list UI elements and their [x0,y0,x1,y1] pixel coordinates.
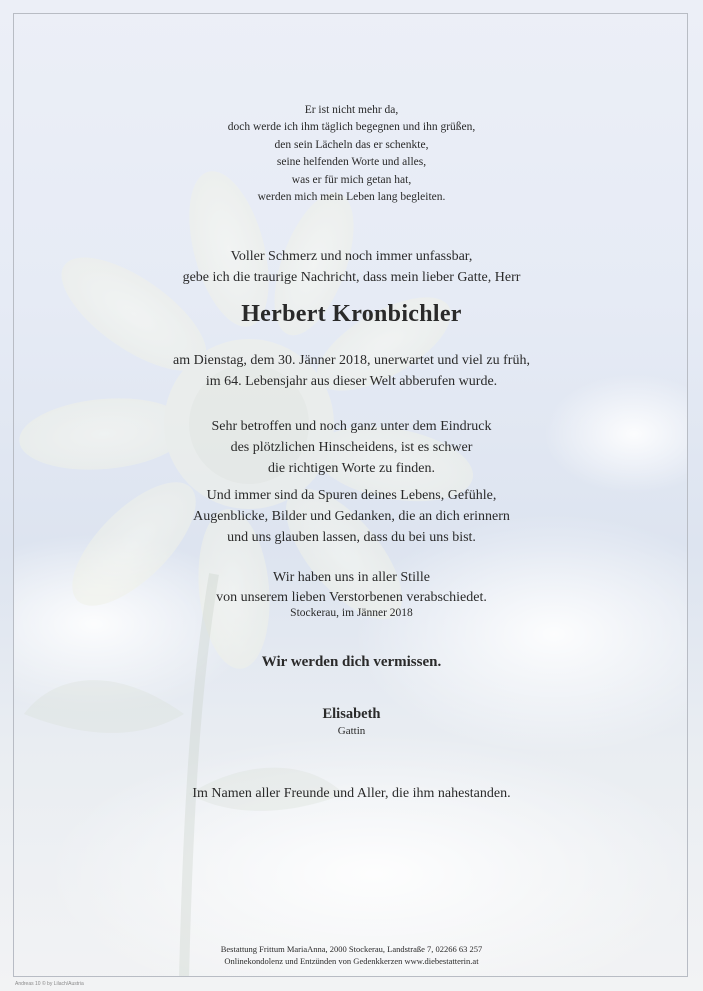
paragraph-line: Und immer sind da Spuren deines Lebens, Gefühle, [206,488,497,503]
deceased-name: Herbert Kronbichler [241,301,462,327]
imprint: Andreas 10 © by Lilach/Austria [15,981,84,987]
paragraph-line: die richtigen Worte zu finden. [268,461,435,476]
farewell-text [0,568,703,607]
signatory-role: Gattin [337,725,366,737]
poem-line: den sein Lächeln das er schenkte, [274,138,429,151]
signatory-name: Elisabeth [322,706,381,722]
paragraph-line: des plötzlichen Hinscheidens, ist es schwer [230,440,473,455]
poem-line: was er für mich getan hat, [291,173,412,186]
paragraph-line: und uns glauben lassen, dass du bei uns bist. [227,530,476,545]
intro-line: gebe ich die traurige Nachricht, dass mein lieber Gatte, Herr [182,270,521,285]
death-notice-line: am Dienstag, dem 30. Jänner 2018, unerwartet und viel zu früh, [173,353,530,368]
death-notice [0,350,703,392]
farewell-line: von unserem lieben Verstorbenen verabschiedet. [216,589,487,605]
poem-line: doch werde ich ihm täglich begegnen und ihn grüßen, [227,121,476,134]
poem-line: werden mich mein Leben lang begleiten. [257,191,446,204]
intro-line: Voller Schmerz und noch immer unfassbar, [230,249,473,264]
place-date: Stockerau, im Jänner 2018 [290,607,413,619]
farewell-line: Wir haben uns in aller Stille [273,570,430,585]
poem-line: seine helfenden Worte und alles, [276,156,427,169]
death-notice-line: im 64. Lebensjahr aus dieser Welt abberufen wurde. [205,374,498,389]
intro-text [0,246,703,288]
poem-line: Er ist nicht mehr da, [304,104,399,116]
poem [0,102,703,206]
undertaker-footer [0,943,703,967]
closing-line: Im Namen aller Freunde und Aller, die ihm nahestanden. [192,786,511,801]
paragraph-line: Augenblicke, Bilder und Gedanken, die an dich erinnern [193,509,510,524]
paragraph-memories [0,485,703,548]
footer-line: Onlinekondolenz und Entzünden von Gedenkkerzen www.diebestatterin.at [224,956,479,966]
footer-line: Bestattung Frittum MariaAnna, 2000 Stockerau, Landstraße 7, 02266 63 257 [220,944,483,954]
paragraph-condolence [0,416,703,479]
paragraph-line: Sehr betroffen und noch ganz unter dem Eindruck [211,419,492,434]
miss-line: Wir werden dich vermissen. [261,654,442,670]
